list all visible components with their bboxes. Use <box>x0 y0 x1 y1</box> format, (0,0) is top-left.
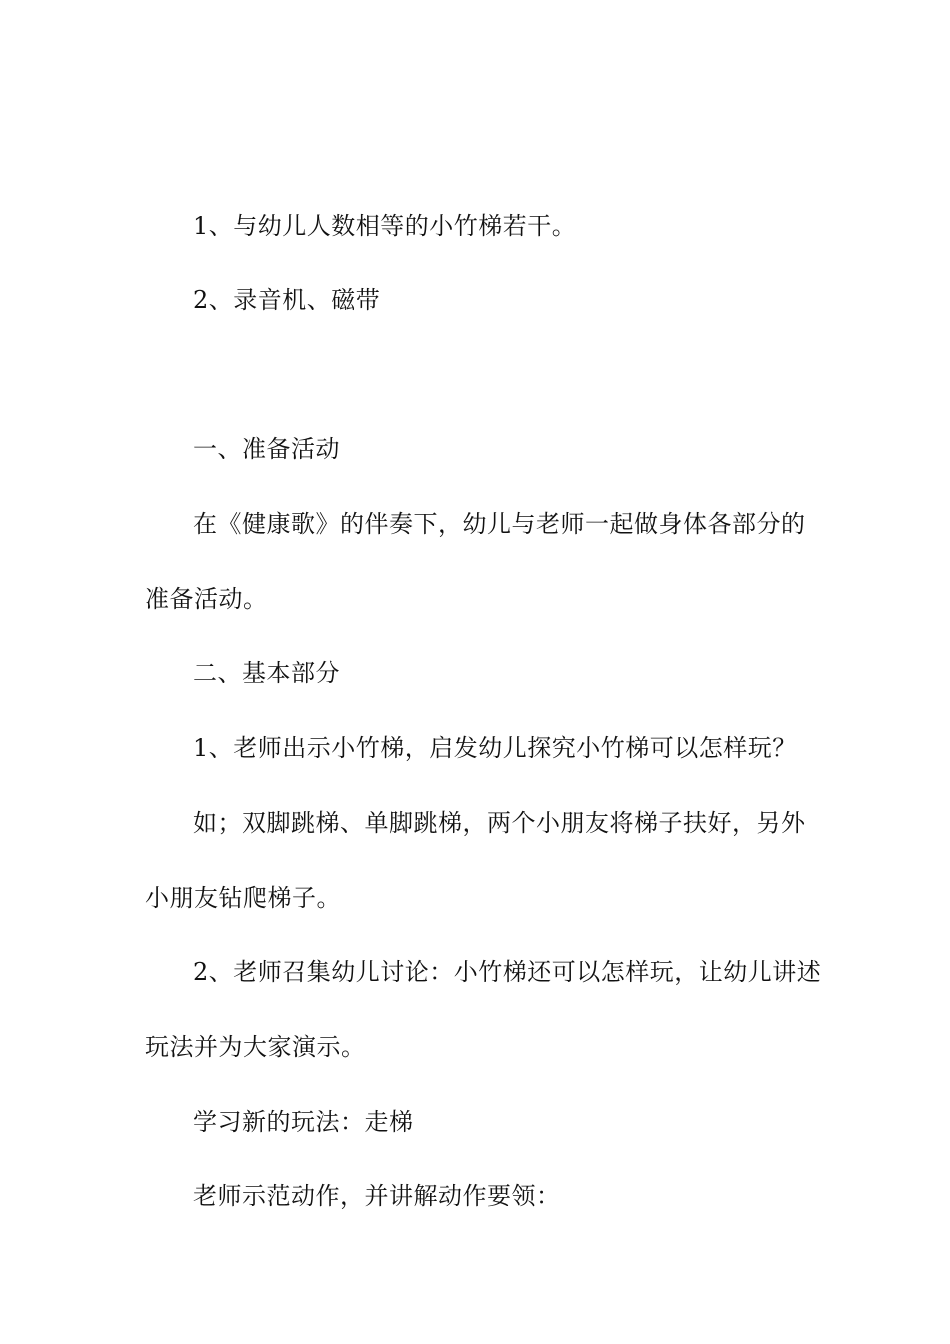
paragraph-line: 老师示范动作，并讲解动作要领： <box>193 1182 561 1210</box>
paragraph-line: 玩法并为大家演示。 <box>145 1033 366 1061</box>
paragraph-line: 准备活动。 <box>145 585 268 613</box>
paragraph-line: 小朋友钻爬梯子。 <box>145 884 341 912</box>
list-item-1: 1、老师出示小竹梯，启发幼儿探究小竹梯可以怎样玩？ <box>193 734 797 762</box>
section-heading-basic: 二、基本部分 <box>193 659 340 687</box>
materials-item-1: 1、与幼儿人数相等的小竹梯若干。 <box>193 212 577 240</box>
section-heading-preparation: 一、准备活动 <box>193 435 340 463</box>
materials-item-2: 2、录音机、磁带 <box>193 286 381 314</box>
paragraph-line: 在《健康歌》的伴奏下，幼儿与老师一起做身体各部分的 <box>193 510 806 538</box>
paragraph-line: 学习新的玩法：走梯 <box>193 1108 414 1136</box>
list-item-2: 2、老师召集幼儿讨论：小竹梯还可以怎样玩，让幼儿讲述 <box>193 958 822 986</box>
paragraph-line: 如；双脚跳梯、单脚跳梯，两个小朋友将梯子扶好，另外 <box>193 809 806 837</box>
